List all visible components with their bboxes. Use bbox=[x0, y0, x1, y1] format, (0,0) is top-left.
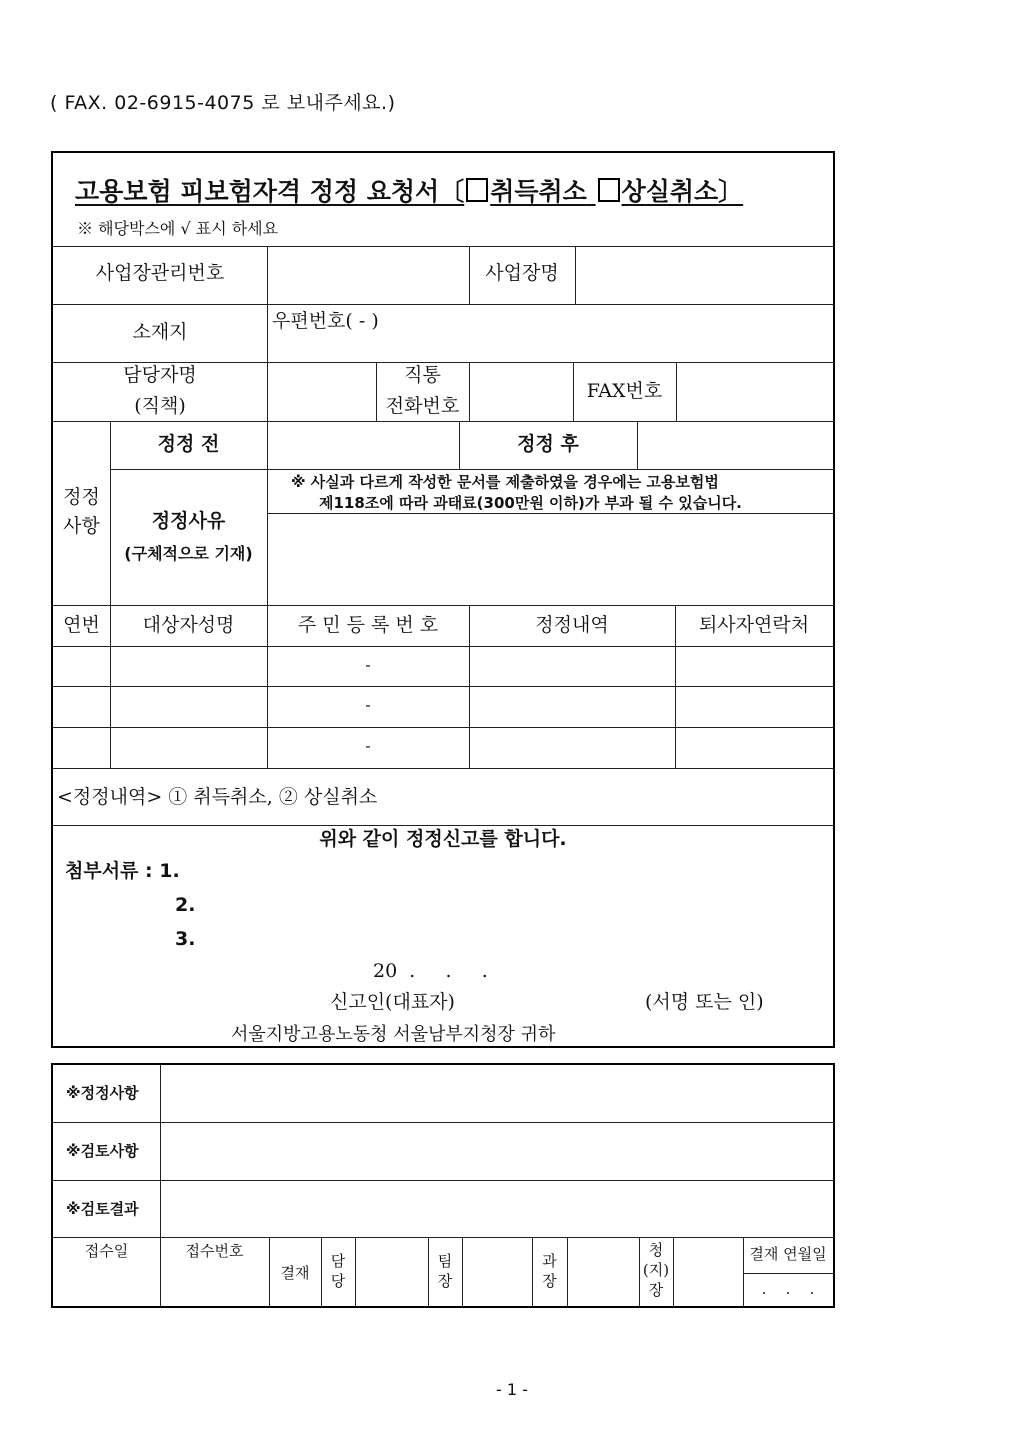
address-label: 소재지 bbox=[132, 321, 188, 343]
warning-text-2: 제118조에 따라 과태료(300만원 이하)가 부과 될 수 있습니다. bbox=[319, 494, 742, 512]
office-chief-label-2: (지) bbox=[642, 1261, 670, 1279]
office-correction-items-label: ※정정사항 bbox=[66, 1084, 139, 1102]
correction-detail-legend: <정정내역> ① 취득취소, ② 상실취소 bbox=[57, 786, 378, 808]
after-correction-field[interactable] bbox=[639, 423, 831, 467]
checkbox-instruction: ※ 해당박스에 √ 표시 하세요 bbox=[77, 219, 279, 238]
option-cancel-acquisition: 취득취소 bbox=[490, 177, 587, 206]
signature-label: (서명 또는 인) bbox=[645, 991, 764, 1013]
correction-reason-field[interactable] bbox=[269, 515, 831, 603]
manager-name-field[interactable] bbox=[269, 364, 374, 419]
direct-phone-field[interactable] bbox=[471, 364, 571, 419]
before-correction-label: 정정 전 bbox=[157, 433, 220, 455]
after-correction-label: 정정 후 bbox=[517, 433, 579, 455]
option-cancel-loss: 상실취소 bbox=[621, 177, 719, 206]
cancel-acquisition-checkbox[interactable] bbox=[466, 178, 488, 202]
direct-phone-label-2: 전화번호 bbox=[385, 395, 460, 417]
review-result-field[interactable] bbox=[162, 1182, 831, 1235]
col-retiree-contact: 퇴사자연락처 bbox=[698, 614, 810, 636]
col-target-name: 대상자성명 bbox=[142, 614, 235, 636]
correction-request-form bbox=[51, 151, 835, 1048]
table-row[interactable]: - bbox=[365, 696, 371, 714]
section-chief-label: 과 bbox=[542, 1252, 557, 1270]
review-items-label: ※검토사항 bbox=[66, 1142, 139, 1160]
form-title: 고용보험 피보험자격 정정 요청서〔 취득취소 상실취소〕 bbox=[75, 177, 744, 206]
business-number-field[interactable] bbox=[269, 249, 467, 302]
page-number: - 1 - bbox=[496, 1380, 528, 1399]
receipt-number-label: 접수번호 bbox=[185, 1242, 244, 1260]
correction-reason-sublabel: (구체적으로 기재) bbox=[124, 544, 253, 563]
attachment-3: 3. bbox=[175, 928, 196, 950]
team-leader-label: 팀 bbox=[437, 1252, 453, 1270]
review-items-field[interactable] bbox=[162, 1124, 831, 1178]
correction-items-label: 정정 bbox=[63, 486, 100, 508]
direct-phone-label: 직통 bbox=[404, 364, 441, 386]
attachments-label: 첨부서류 : 1. bbox=[65, 860, 180, 882]
declaration-text: 위와 같이 정정신고를 합니다. bbox=[319, 828, 567, 850]
team-leader-label-2: 장 bbox=[437, 1272, 453, 1290]
table-row[interactable]: - bbox=[365, 737, 371, 755]
before-correction-field[interactable] bbox=[269, 423, 457, 467]
cancel-loss-checkbox[interactable] bbox=[598, 178, 620, 202]
col-resident-number: 주 민 등 록 번 호 bbox=[297, 614, 439, 636]
manager-name-label: 담당자명 bbox=[123, 364, 197, 386]
receipt-date-label: 접수일 bbox=[84, 1242, 129, 1260]
fax-instruction: ( FAX. 02-6915-4075 로 보내주세요.) bbox=[50, 92, 396, 114]
staff-label-2: 당 bbox=[330, 1272, 346, 1290]
manager-position-label: (직책) bbox=[134, 395, 186, 417]
warning-text-1: ※ 사실과 다르게 작성한 문서를 제출하였을 경우에는 고용보험법 bbox=[291, 473, 719, 491]
business-name-field[interactable] bbox=[577, 249, 831, 302]
approval-label: 결재 bbox=[280, 1264, 310, 1282]
approval-date-label: 결재 연월일 bbox=[749, 1245, 827, 1263]
section-chief-label-2: 장 bbox=[542, 1272, 557, 1290]
staff-label: 담 bbox=[330, 1252, 346, 1270]
correction-reason-label: 정정사유 bbox=[151, 510, 226, 532]
office-use-form bbox=[51, 1063, 835, 1308]
business-name-label: 사업장명 bbox=[485, 262, 559, 284]
fax-number-field[interactable] bbox=[678, 364, 831, 419]
approval-date-value: . . . bbox=[761, 1280, 815, 1298]
correction-items-label-2: 사항 bbox=[63, 515, 100, 537]
date-line: 20 . . . bbox=[373, 960, 488, 982]
fax-number-label: FAX번호 bbox=[586, 380, 663, 402]
business-number-label: 사업장관리번호 bbox=[95, 262, 225, 284]
col-correction-detail: 정정내역 bbox=[535, 614, 609, 636]
col-serial-number: 연번 bbox=[63, 614, 100, 636]
attachment-2: 2. bbox=[175, 894, 196, 916]
office-chief-label: 청 bbox=[648, 1241, 664, 1259]
table-row[interactable]: - bbox=[365, 656, 371, 674]
reporter-label: 신고인(대표자) bbox=[330, 991, 455, 1013]
addressee: 서울지방고용노동청 서울남부지청장 귀하 bbox=[231, 1024, 556, 1045]
postal-code-field[interactable]: 우편번호( - ) bbox=[272, 310, 379, 332]
office-correction-items-field[interactable] bbox=[162, 1067, 831, 1120]
review-result-label: ※검토결과 bbox=[66, 1200, 139, 1218]
office-chief-label-3: 장 bbox=[648, 1281, 664, 1299]
